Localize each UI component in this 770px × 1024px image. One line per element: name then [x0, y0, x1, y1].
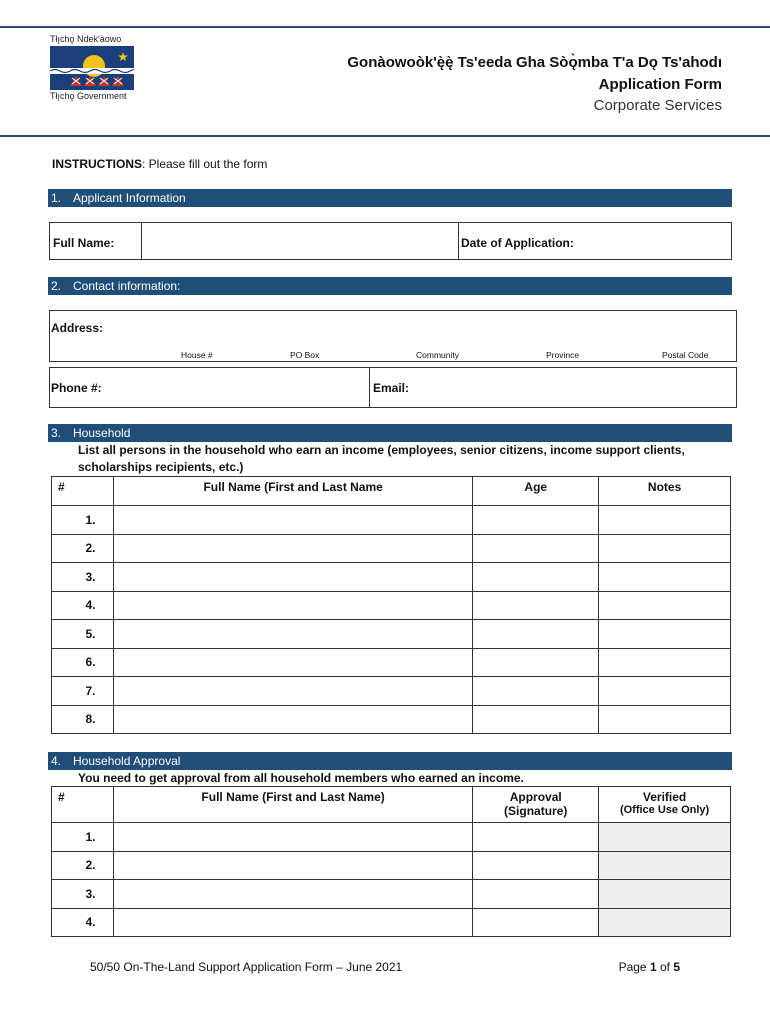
- household-instructions: List all persons in the household who earn an income (employees, senior citizens, income support clients, scholarships recipients, etc.): [78, 443, 685, 474]
- instructions-label: INSTRUCTIONS: [52, 157, 142, 171]
- po-box-caption: PO Box: [290, 350, 320, 360]
- divider: [458, 222, 459, 260]
- section-number: 4.: [51, 754, 62, 768]
- section-applicant-information: [48, 189, 732, 207]
- phone-field[interactable]: [110, 368, 368, 407]
- age-cell[interactable]: [473, 677, 599, 706]
- signature-cell[interactable]: [473, 908, 599, 937]
- approval-header-sublabel: (Signature): [504, 804, 568, 818]
- column-header-full-name: Full Name (First and Last Name: [113, 477, 472, 506]
- name-cell[interactable]: [113, 677, 472, 706]
- name-cell[interactable]: [113, 534, 472, 563]
- name-cell[interactable]: [113, 506, 472, 535]
- section-number: 2.: [51, 279, 62, 293]
- approval-table: [51, 786, 731, 937]
- age-cell[interactable]: [473, 506, 599, 535]
- phone-label: Phone #:: [51, 381, 102, 395]
- section-title: Applicant Information: [73, 191, 186, 205]
- approval-header-label: Approval: [509, 790, 562, 804]
- email-label: Email:: [373, 381, 410, 395]
- row-number: 2.: [52, 534, 114, 563]
- table-row: [52, 677, 731, 706]
- table-row: [52, 823, 731, 852]
- name-cell[interactable]: [113, 591, 472, 620]
- name-cell[interactable]: [113, 880, 472, 909]
- row-number: 3.: [52, 563, 114, 592]
- department-name: Corporate Services: [593, 97, 722, 114]
- verified-cell: [599, 823, 731, 852]
- section-household-approval: [48, 752, 732, 770]
- age-cell[interactable]: [473, 620, 599, 649]
- notes-cell[interactable]: [599, 648, 731, 677]
- table-row: [52, 591, 731, 620]
- table-row: [52, 506, 731, 535]
- row-number: 5.: [52, 620, 114, 649]
- instructions-text: : Please fill out the form: [142, 157, 268, 171]
- tlicho-emblem-icon: [50, 46, 134, 90]
- verified-cell: [599, 851, 731, 880]
- verified-cell: [599, 880, 731, 909]
- signature-cell[interactable]: [473, 880, 599, 909]
- notes-cell[interactable]: [599, 591, 731, 620]
- name-cell[interactable]: [113, 823, 472, 852]
- table-row: [52, 908, 731, 937]
- age-cell[interactable]: [473, 705, 599, 734]
- section-title: Contact information:: [73, 279, 181, 293]
- row-number: 4.: [52, 591, 114, 620]
- notes-cell[interactable]: [599, 620, 731, 649]
- row-number: 8.: [52, 705, 114, 734]
- section-title: Household: [73, 426, 131, 440]
- name-cell[interactable]: [113, 563, 472, 592]
- verified-header-sublabel: (Office Use Only): [619, 804, 710, 816]
- logo-bottom-text: Tłı̨chǫ Government: [50, 91, 127, 101]
- table-header-row: [52, 787, 731, 823]
- house-number-caption: House #: [181, 350, 213, 360]
- household-table: [51, 476, 731, 734]
- column-header-approval: [473, 787, 599, 823]
- header-top-rule: [0, 26, 770, 28]
- date-of-application-field[interactable]: [580, 223, 730, 259]
- row-number: 1.: [52, 506, 114, 535]
- notes-cell[interactable]: [599, 534, 731, 563]
- row-number: 1.: [52, 823, 114, 852]
- postal-code-caption: Postal Code: [662, 350, 709, 360]
- column-header-full-name: Full Name (First and Last Name): [113, 787, 472, 823]
- signature-cell[interactable]: [473, 823, 599, 852]
- email-field[interactable]: [420, 368, 735, 407]
- row-number: 6.: [52, 648, 114, 677]
- name-cell[interactable]: [113, 851, 472, 880]
- age-cell[interactable]: [473, 648, 599, 677]
- table-row: [52, 851, 731, 880]
- address-label: Address:: [51, 321, 104, 335]
- table-header-row: [52, 477, 731, 506]
- logo-top-text: Tłı̨chǫ Ndek'àowo: [50, 34, 122, 44]
- row-number: 2.: [52, 851, 114, 880]
- column-header-number: #: [52, 787, 114, 823]
- full-name-field[interactable]: [142, 223, 458, 259]
- address-box[interactable]: [49, 310, 737, 362]
- table-row: [52, 880, 731, 909]
- row-number: 3.: [52, 880, 114, 909]
- notes-cell[interactable]: [599, 705, 731, 734]
- table-row: [52, 620, 731, 649]
- page-of: of: [656, 960, 674, 974]
- age-cell[interactable]: [473, 563, 599, 592]
- province-caption: Province: [546, 350, 580, 360]
- section-title: Household Approval: [73, 754, 181, 768]
- page-subtitle: Application Form: [598, 76, 722, 93]
- page-title: Gonàowoòk'ę̀ę̀ Ts'eeda Gha Sòǫ̀mba T'a Dǫ Ts'ahodı: [347, 54, 722, 71]
- age-cell[interactable]: [473, 591, 599, 620]
- tlicho-logo: [50, 34, 140, 101]
- signature-cell[interactable]: [473, 851, 599, 880]
- footer-form-name: 50/50 On-The-Land Support Application Form – June 2021: [90, 960, 403, 974]
- notes-cell[interactable]: [599, 506, 731, 535]
- notes-cell[interactable]: [599, 677, 731, 706]
- instructions: [52, 157, 267, 171]
- header-bottom-rule: [0, 135, 770, 137]
- page-prefix: Page: [618, 960, 650, 974]
- full-name-label: Full Name:: [53, 236, 115, 250]
- column-header-verified: [599, 787, 731, 823]
- table-row: [52, 563, 731, 592]
- table-row: [52, 648, 731, 677]
- current-page: 1: [649, 960, 657, 974]
- row-number: 4.: [52, 908, 114, 937]
- section-household: [48, 424, 732, 442]
- community-caption: Community: [416, 350, 459, 360]
- section-contact-information: [48, 277, 732, 295]
- age-cell[interactable]: [473, 534, 599, 563]
- verified-cell: [599, 908, 731, 937]
- row-number: 7.: [52, 677, 114, 706]
- column-header-number: #: [52, 477, 114, 506]
- date-of-application-label: Date of Application:: [461, 236, 574, 250]
- total-pages: 5: [673, 960, 680, 974]
- name-cell[interactable]: [113, 908, 472, 937]
- name-cell[interactable]: [113, 620, 472, 649]
- name-cell[interactable]: [113, 648, 472, 677]
- column-header-notes: Notes: [599, 477, 731, 506]
- page-number: [619, 960, 680, 974]
- column-header-age: Age: [473, 477, 599, 506]
- section-number: 3.: [51, 426, 62, 440]
- name-cell[interactable]: [113, 705, 472, 734]
- approval-instructions: You need to get approval from all household members who earned an income.: [78, 771, 524, 785]
- notes-cell[interactable]: [599, 563, 731, 592]
- table-row: [52, 534, 731, 563]
- table-row: [52, 705, 731, 734]
- section-number: 1.: [51, 191, 62, 205]
- divider: [369, 367, 370, 408]
- verified-header-label: Verified: [642, 790, 687, 804]
